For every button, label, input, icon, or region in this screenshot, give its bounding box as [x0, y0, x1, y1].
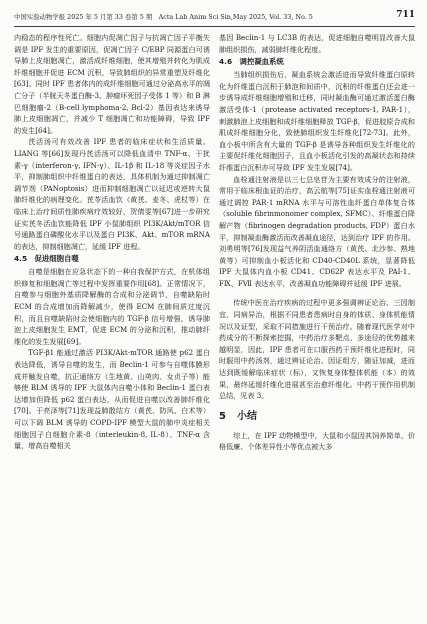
- paragraph: 血栓通注射液是以三七总皂苷为主要有效成分的注射液，常用于临床根血证的治疗，高云航等[75]证实血栓通注射液可通过调控 PAR-1 mRNA 水平与可溶性血纤蛋白单体复合体（soluble fibrinmonomer complex, SFMC）、纤维蛋白降解产物（fibrinogen degradation products, FDP）蛋白水平，抑制凝血酶激活而改善凝血途径，达到治疗 IPF 的作用。刘勇明等[76]发现益气养阴活血通络方（黄芪、北沙参、熟地黄等）可抑制血小板活化和 CD40-CD40L 系统，显著降低 IPF 大鼠体内血小板 CD41、CD62P 表达水平及 PAI-1、FⅨ、FⅦ 表达水平，改善凝血功能障碍并延缓 IPF 进展。: [219, 174, 415, 288]
- paragraph: 芪活汤可有效改善 IPF 患者的临床症状和生活质量。LIANG 等[66]发现丹芪活汤可以降低血清中 TNF-α、干扰素-γ（interferon-γ, IFN-γ）、IL-1β 和 IL-18 等炎症因子水平，抑制肺组织中纤维蛋白的表达，具体机制为通过抑制凋亡调节剂（PANoptosis）进而抑制细胞凋亡以延迟或逆转大鼠肺纤维化的病理变化。芪苓活血饮（黄芪、麦冬、虎杖等）在临床上治疗间质性肺疾病疗效较好，贺倩雯等[67]进一步研究证实芪冬活血饮能降低 IPF 小鼠肺组织 PI3K/Akt/mTOR 信号通路蛋白磷酸化水平以及蛋白 PI3K、Akt、mTOR mRNA 的表达，抑制细胞凋亡，延缓 IPF 进程。: [14, 137, 210, 251]
- section-title-text: 小结: [237, 410, 257, 422]
- paragraph: TGF-β1 能通过激活 PI3K/Akt-mTOR 通路使 p62 蛋白表达降低，诱导自噬的发生，而 Beclin-1 可参与自噬体膜形成并触发自噬，抗正通络方（生地黄、山萸肉、女贞子等）能够使 BLM 诱导的 IPF 大鼠体内自噬小体和 Beclin-1 蛋白表达增加但降低 p62 蛋白表达，从而促进自噬以改善肺纤维化[70]。于亮泽等[71]发现益肺散结方（黄芪、防风、白术等）可以下调 BLM 诱导的 COPD-IPF 模型大鼠的肺中炎症相关细胞因子白细胞介素-8（interleukin-8, IL-8）、TNF-α 含量，增高自噬相关: [14, 348, 210, 451]
- page-number: 711: [396, 10, 415, 20]
- section-heading: 4.5 促进细胞自噬: [14, 254, 79, 264]
- running-header: [14, 8, 415, 27]
- section-number: 5: [219, 410, 226, 422]
- paragraph: 内稳态的程序性死亡。细胞内促凋亡因子与抗凋亡因子平衡失调是 IPF 发生的重要原因，促凋亡因子 C/EBP 同源蛋白可诱导肺上皮细胞凋亡，激活成纤维细胞，使其增殖并转化为肌成纤维细胞并促进 ECM 沉积，导致肺组织的异常重塑及纤维化[63]。同时 IPF 患者体内的成纤维细胞可通过分泌高水平的凋亡分子（半胱天冬蛋白酶-3、肿瘤坏死因子受体 1 等）和 B 淋巴细胞瘤-2（B-cell lymphoma-2, Bcl-2）基因表达来诱导肺上皮细胞凋亡，并减少 T 细胞凋亡和功能障碍，导致 IPF 的发生[64]。: [14, 33, 210, 135]
- paragraph: 当肺组织损伤后，凝血系统会激活进而导致纤维蛋白原转化为纤维蛋白沉积于肺泡和间质中，沉积的纤维蛋白还会进一步诱导成纤维细胞增殖和迁移，同时凝血酶可通过激活蛋白酶激活受体-1（protease activated receptors-1, PAR-1），刺激肺泡上皮细胞和成纤维细胞释放 TGF-β，促进胶原合成和肌成纤维细胞分化，致使肺组织发生纤维化[72-73]。此外，血小板中所含有大量的 TGF-β 是诱导各种组织发生纤维化的主要促纤维化细胞因子，且血小板活化引发的高凝状态和持续纤维蛋白沉积亦可导致 IPF 发生发展[74]。: [219, 70, 415, 172]
- paragraph: 基因 Beclin-1 与 LC3B 的表达，促进细胞自噬明显改善大鼠肺组织损伤，减弱肺纤维化程度。: [219, 33, 415, 54]
- section-heading: 4.6 调控凝血系统: [219, 57, 284, 67]
- left-column: [14, 32, 210, 452]
- spacer: [219, 289, 415, 297]
- paragraph: 自噬是细胞在应急状态下的一种自我保护方式，在机体组织修复和细胞凋亡等过程中发挥重要作用[68]。正常情况下，自噬参与细胞外基质降解酶的合成和分泌调节，自噬缺陷时 ECM 的合成增加而降解减少，使得 ECM 在肺间质过度沉积，而且自噬缺陷时会使细胞内的 TGF-β 信号增强，诱导肺泡上皮细胞发生 EMT，促进 ECM 的分泌和沉积，推动肺纤维化的发生发展[69]。: [14, 267, 210, 346]
- section-title: [219, 410, 415, 424]
- paragraph: 综上，在 IPF 动物模型中，大鼠和小鼠因其饲养简单、价格低廉、个体差异性小等优点被大多: [219, 430, 415, 452]
- journal-citation: 中国实验动物学报 2025 年 5 月第 33 卷第 5 期 Acta Lab Anim Sci Sin,May 2025, Vol. 33, No. 5: [14, 13, 313, 21]
- paragraph: 传统中医在治疗疾病的过程中更多强调辨证论治、三因制宜、同病异治，根据不同患者患病时自身的体质、身体机能情况以及证型，采取不同措施进行干预治疗。随着现代医学对中药成分的不断探索挖掘，中药治疗多靶点、多途径的优势越来越明显，因此，IPF 患者可在口服西药干预纤维化进程时，同时服用中药汤剂，通过辨证论治、因证组方，随证加减，进而达到既缓解临床症状（标），又恢复身体整体机能（本）的效果，最终延缓纤维化进展甚至治愈纤维化。中药干预作用机制总结，见表 3。: [219, 298, 415, 401]
- right-column: [219, 32, 415, 453]
